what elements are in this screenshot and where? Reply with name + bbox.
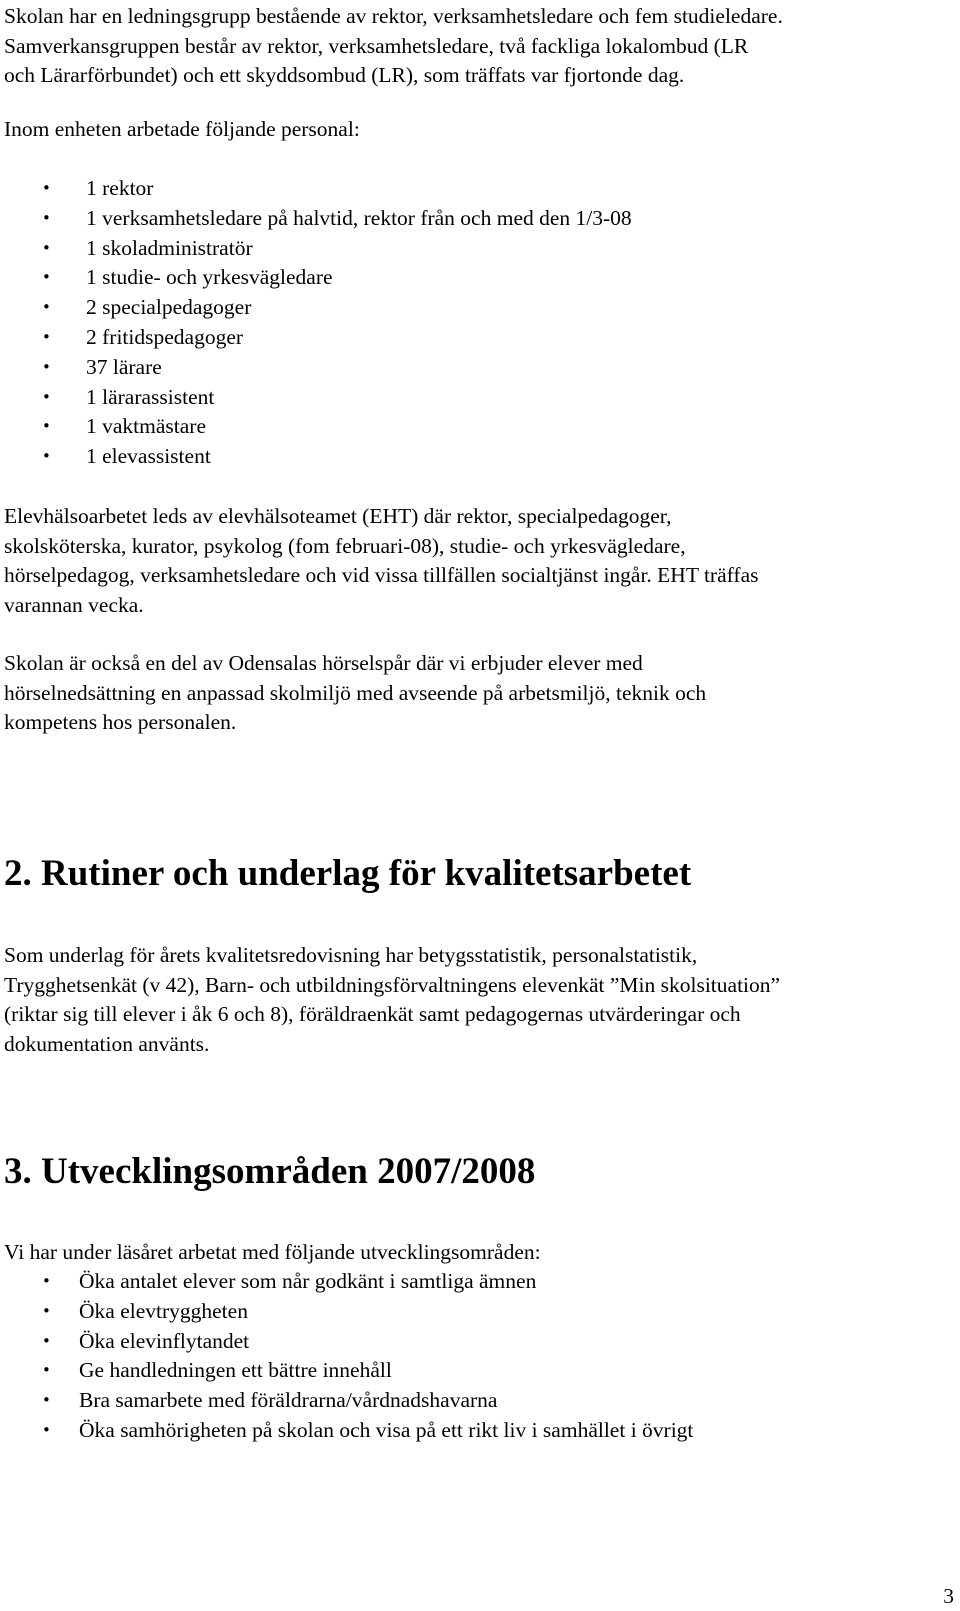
bullet-icon: • [42, 1391, 51, 1410]
list-item [4, 1297, 693, 1327]
paragraph-line: Samverkansgruppen består av rektor, verksamhetsledare, två fackliga lokalombud (LR [4, 33, 749, 58]
list-item-text: 1 elevassistent [86, 444, 211, 469]
list-item-text: Ge handledningen ett bättre innehåll [79, 1358, 392, 1383]
bullet-icon: • [42, 447, 51, 466]
paragraph-line: Elevhälsoarbetet leds av elevhälsoteamet (EHT) där rektor, specialpedagoger, [4, 504, 672, 528]
list-item-text: 1 studie- och yrkesvägledare [86, 265, 333, 290]
bullet-icon: • [42, 1301, 51, 1320]
list-item [4, 263, 632, 293]
list-item [4, 1356, 693, 1386]
bullet-icon: • [42, 268, 51, 287]
list-item [4, 1327, 693, 1357]
bullet-icon: • [42, 417, 51, 436]
list-item-text: 1 rektor [86, 176, 154, 200]
leadership-paragraph [4, 2, 783, 91]
bullet-icon: • [42, 327, 51, 346]
list-item-text: Bra samarbete med föräldrarna/vårdnadshavarna [79, 1388, 498, 1413]
paragraph-line: dokumentation använts. [4, 1031, 210, 1056]
paragraph-line: Skolan är också en del av Odensalas hörselspår där vi erbjuder elever med [4, 651, 643, 675]
paragraph-line: hörselpedagog, verksamhetsledare och vid vissa tillfällen socialtjänst ingår. EHT träffas [4, 563, 759, 587]
list-item [4, 412, 632, 442]
list-item [4, 442, 632, 472]
list-item-text: Öka elevtryggheten [79, 1298, 248, 1323]
list-item [4, 234, 632, 264]
section-heading: 2. Rutiner och underlag för kvalitetsarbetet [4, 853, 692, 894]
hearing-track-paragraph [4, 649, 706, 738]
paragraph-line: kompetens hos personalen. [4, 710, 237, 734]
bullet-icon: • [42, 1272, 51, 1290]
list-item-text: 2 specialpedagoger [86, 295, 252, 320]
list-item-text: Öka elevinflytandet [79, 1328, 250, 1353]
list-item-text: Öka antalet elever som når godkänt i samtliga ämnen [79, 1269, 537, 1293]
bullet-icon: • [42, 357, 51, 376]
paragraph-line: Som underlag för årets kvalitetsredovisning har betygsstatistik, personalstatistik, [4, 943, 698, 967]
staff-intro: Inom enheten arbetade följande personal: [4, 117, 360, 141]
staff-list [4, 174, 632, 472]
paragraph-line: (riktar sig till elever i åk 6 och 8), föräldraenkät samt pedagogernas utvärderingar och [4, 1002, 741, 1026]
list-item [4, 293, 632, 323]
section-heading: 3. Utvecklingsområden 2007/2008 [4, 1151, 536, 1192]
paragraph-line: Trygghetsenkät (v 42), Barn- och utbildningsförvaltningens elevenkät ”Min skolsituation” [4, 972, 781, 997]
paragraph-line: Skolan har en ledningsgrupp bestående av rektor, verksamhetsledare och fem studieledare. [4, 4, 783, 28]
list-item-text: 1 skoladministratör [86, 235, 253, 260]
list-item-text: 37 lärare [86, 354, 162, 379]
bullet-icon: • [42, 179, 51, 197]
list-item-text: 2 fritidspedagoger [86, 324, 244, 349]
paragraph-line: varannan vecka. [4, 592, 144, 617]
list-item [4, 383, 632, 413]
bullet-icon: • [42, 1331, 51, 1350]
list-item [4, 204, 632, 234]
list-item-text: Öka samhörigheten på skolan och visa på ett rikt liv i samhället i övrigt [79, 1417, 694, 1442]
bullet-icon: • [42, 1361, 51, 1380]
page-number: 3 [943, 1584, 954, 1608]
list-item [4, 323, 632, 353]
development-intro: Vi har under läsåret arbetat med följande utvecklingsområden: [4, 1240, 541, 1264]
list-item-text: 1 vaktmästare [86, 414, 206, 439]
list-item [4, 1267, 693, 1297]
list-item-text: 1 lärarassistent [86, 384, 215, 409]
list-item [4, 174, 632, 204]
bullet-icon: • [42, 298, 51, 317]
bullet-icon: • [42, 208, 51, 227]
list-item [4, 353, 632, 383]
bullet-icon: • [42, 1420, 51, 1439]
list-item [4, 1386, 693, 1416]
paragraph-line: skolsköterska, kurator, psykolog (fom februari-08), studie- och yrkesvägledare, [4, 533, 686, 558]
development-areas-list [4, 1267, 693, 1446]
bullet-icon: • [42, 238, 51, 257]
quality-routines-paragraph [4, 941, 780, 1059]
list-item-text: 1 verksamhetsledare på halvtid, rektor från och med den 1/3-08 [86, 205, 632, 230]
paragraph-line: och Lärarförbundet) och ett skyddsombud (LR), som träffats var fjortonde dag. [4, 63, 685, 87]
list-item [4, 1416, 693, 1446]
paragraph-line: hörselnedsättning en anpassad skolmiljö med avseende på arbetsmiljö, teknik och [4, 680, 707, 705]
student-health-paragraph [4, 502, 758, 620]
bullet-icon: • [42, 387, 51, 406]
